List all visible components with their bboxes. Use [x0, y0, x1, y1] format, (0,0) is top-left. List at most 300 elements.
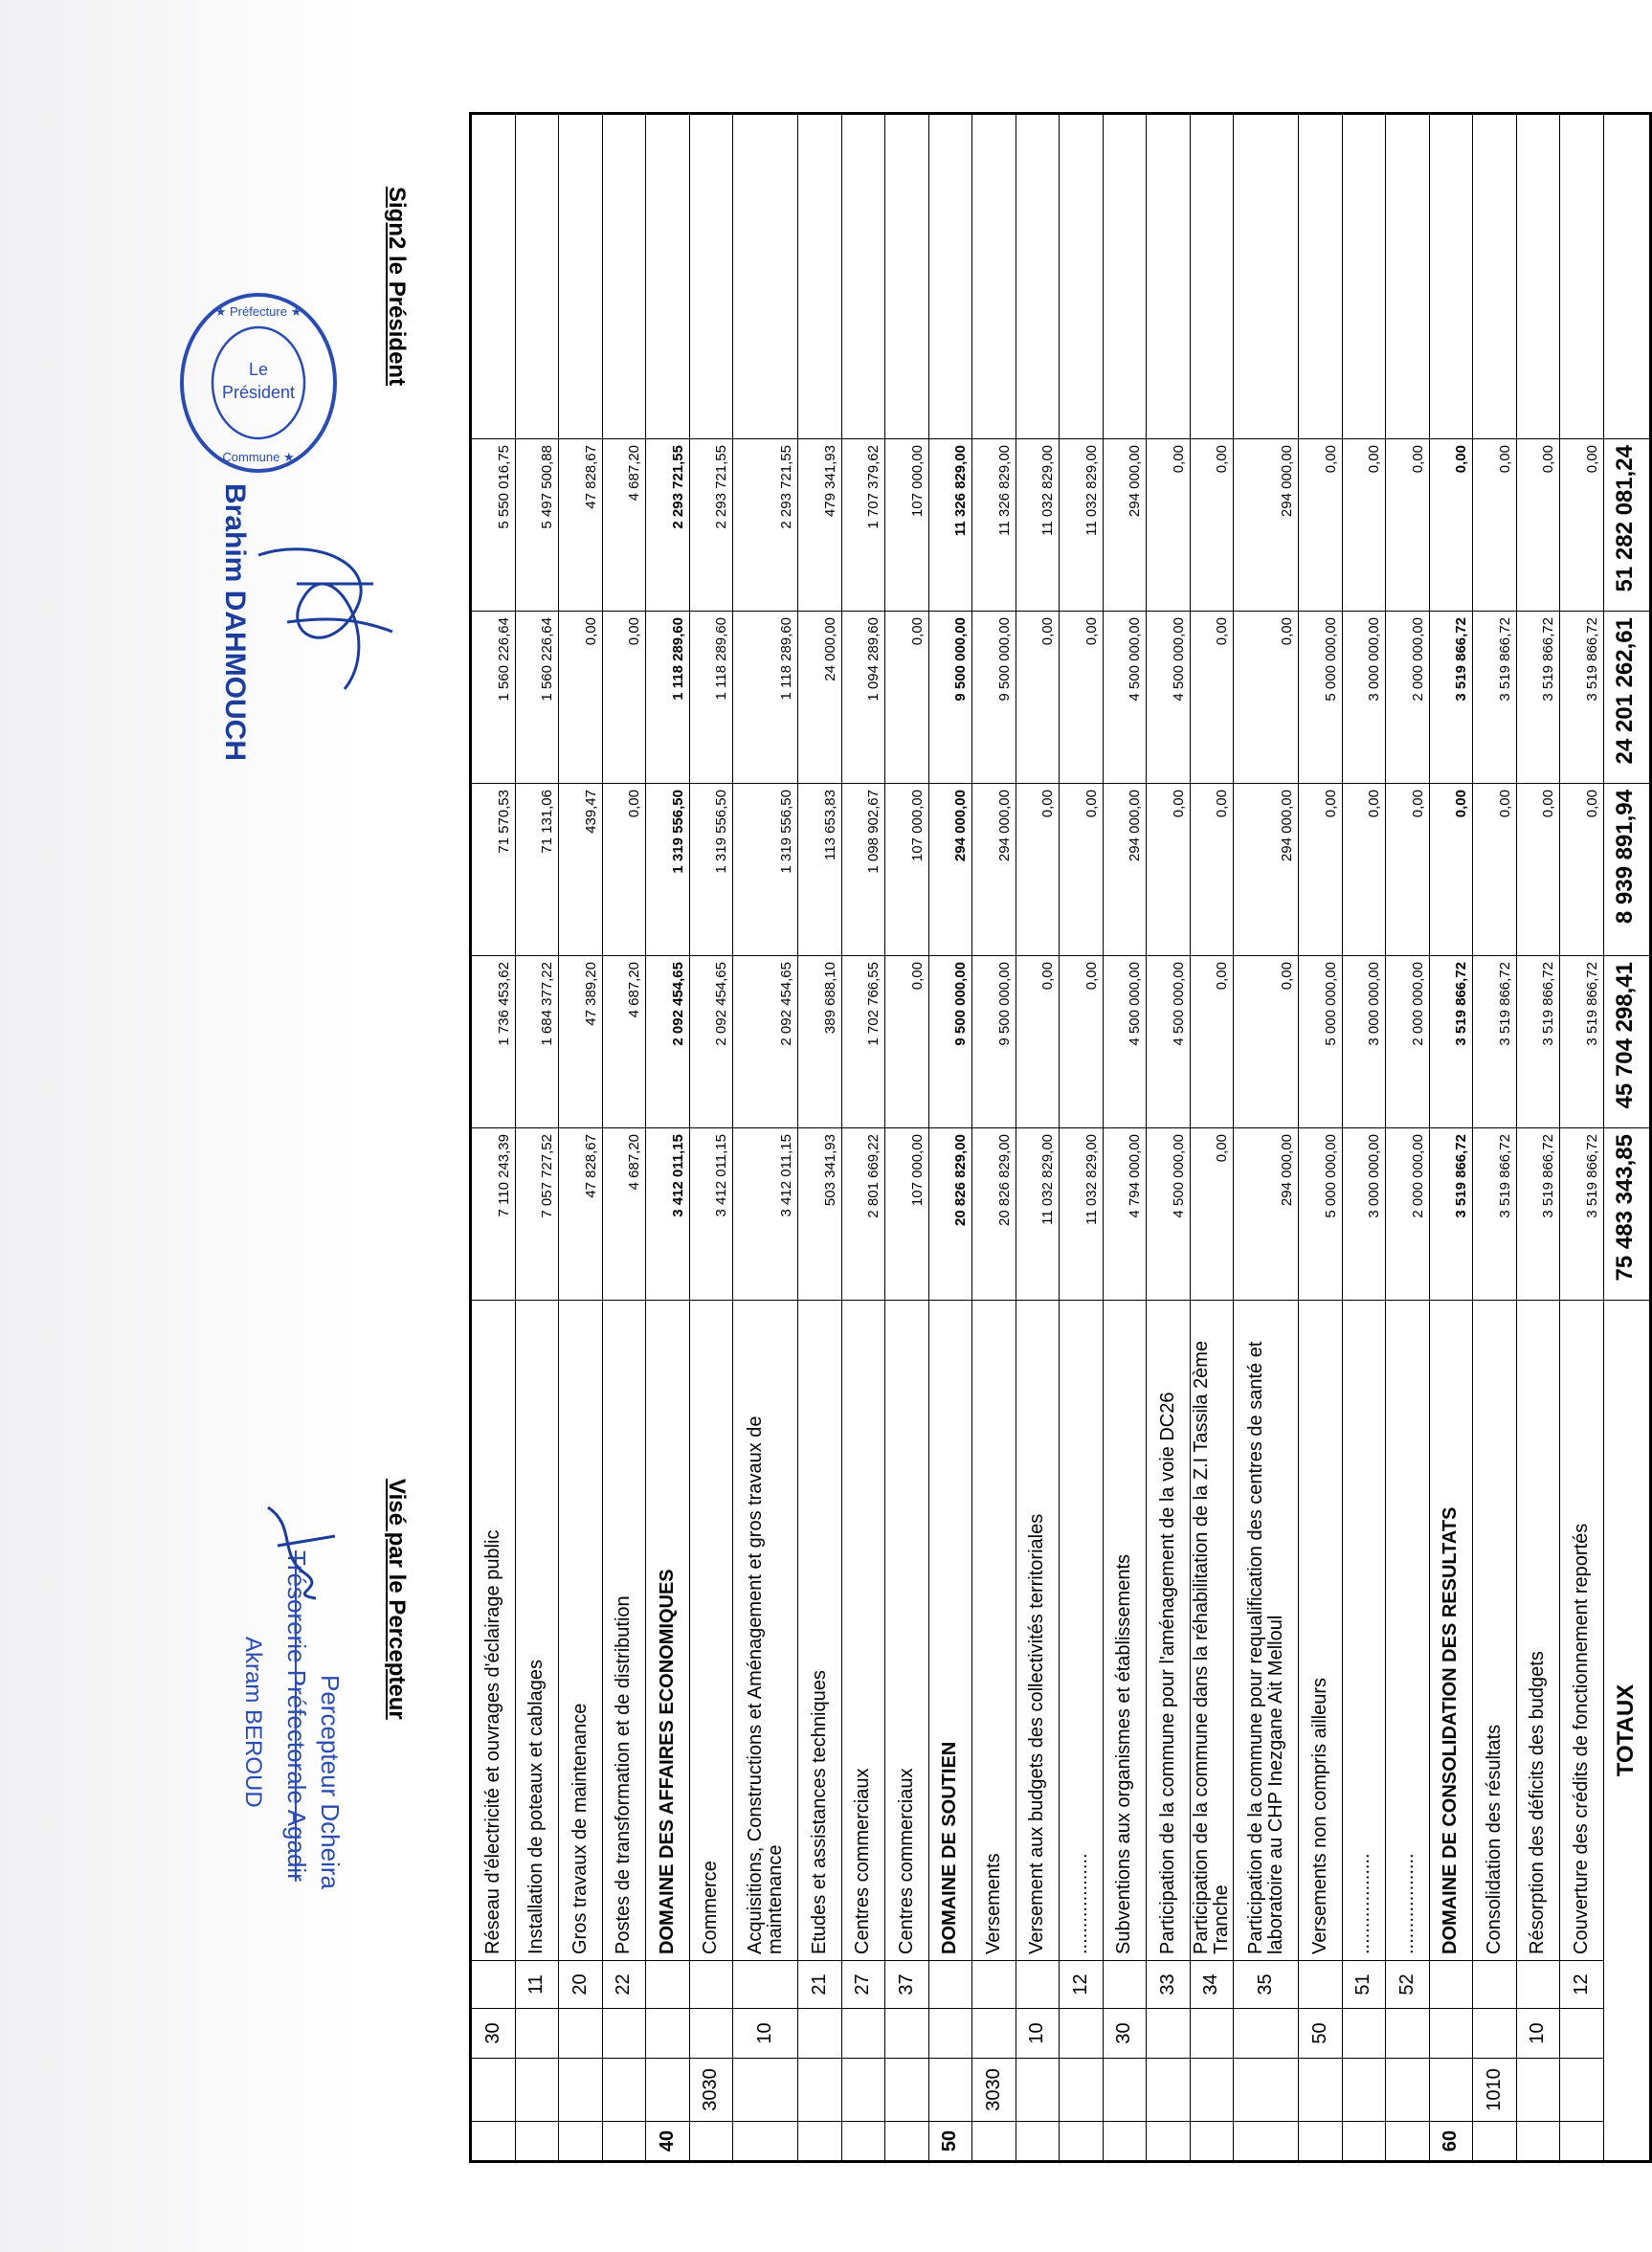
value-col4: 0,00 — [1060, 612, 1104, 784]
value-col2: 389 688,10 — [798, 956, 842, 1128]
code-level2 — [515, 2059, 559, 2122]
code-level2 — [1299, 2059, 1343, 2122]
value-col1: 107 000,00 — [885, 1128, 929, 1301]
code-level4: 12 — [1560, 1961, 1604, 2009]
value-col3: 71 570,53 — [471, 784, 516, 956]
value-col2: 9 500 000,00 — [928, 956, 972, 1128]
value-col4: 9 500 000,00 — [928, 612, 972, 784]
value-col3: 71 131,06 — [515, 784, 559, 956]
code-level2 — [1560, 2059, 1604, 2122]
percepteur-name: Akram BEROUD — [240, 1637, 266, 1808]
empty-cell — [885, 114, 929, 439]
svg-text:Commune ★: Commune ★ — [222, 450, 295, 464]
code-level3: 10 — [1516, 2009, 1560, 2059]
value-col2: 3 519 866,72 — [1560, 956, 1604, 1128]
code-level3 — [1473, 2009, 1517, 2059]
value-col1: 3 519 866,72 — [1473, 1128, 1517, 1301]
president-stamp — [172, 287, 345, 479]
row-label: Consolidation des résultats — [1473, 1301, 1517, 1961]
code-level4 — [972, 1961, 1016, 2009]
empty-cell — [1147, 114, 1191, 439]
code-level3 — [1429, 2009, 1473, 2059]
value-col3: 294 000,00 — [928, 784, 972, 956]
value-col2: 2 092 454,65 — [733, 956, 798, 1128]
value-col2: 0,00 — [1060, 956, 1104, 1128]
empty-cell — [471, 114, 516, 439]
code-level4: 35 — [1234, 1961, 1299, 2009]
value-col5: 11 326 829,00 — [972, 439, 1016, 612]
code-level1 — [1103, 2122, 1147, 2162]
value-col1: 20 826 829,00 — [928, 1128, 972, 1301]
value-col5: 47 828,67 — [559, 439, 603, 612]
value-col4: 3 519 866,72 — [1516, 612, 1560, 784]
totals-v3: 8 939 891,94 — [1603, 784, 1650, 956]
code-level3: 10 — [733, 2009, 798, 2059]
value-col3: 0,00 — [602, 784, 646, 956]
value-col1: 503 341,93 — [798, 1128, 842, 1301]
value-col3: 1 319 556,50 — [689, 784, 733, 956]
totals-v2: 45 704 298,41 — [1603, 956, 1650, 1128]
value-col5: 0,00 — [1342, 439, 1386, 612]
value-col2: 4 500 000,00 — [1103, 956, 1147, 1128]
value-col5: 4 687,20 — [602, 439, 646, 612]
code-level2 — [1103, 2059, 1147, 2122]
value-col4: 5 000 000,00 — [1299, 612, 1343, 784]
value-col3: 0,00 — [1386, 784, 1430, 956]
code-level3 — [515, 2009, 559, 2059]
code-level4 — [1016, 1961, 1060, 2009]
percepteur-sign-title: Visé par le Percepteur — [384, 1479, 410, 1720]
value-col5: 11 326 829,00 — [928, 439, 972, 612]
value-col4: 1 560 226,64 — [515, 612, 559, 784]
code-level4: 22 — [602, 1961, 646, 2009]
code-level1 — [1516, 2122, 1560, 2162]
code-level3 — [689, 2009, 733, 2059]
code-level1 — [602, 2122, 646, 2162]
value-col5: 5 550 016,75 — [471, 439, 516, 612]
value-col1: 3 519 866,72 — [1516, 1128, 1560, 1301]
code-level2 — [733, 2059, 798, 2122]
code-level2 — [1234, 2059, 1299, 2122]
value-col1: 2 801 669,22 — [841, 1128, 885, 1301]
president-name: Brahim DAHMOUCH — [219, 483, 251, 762]
percepteur-line1: Percepteur Dcheira — [316, 1675, 345, 1889]
value-col2: 2 092 454,65 — [689, 956, 733, 1128]
table-row — [471, 114, 516, 2162]
value-col5: 294 000,00 — [1103, 439, 1147, 612]
code-level3 — [1342, 2009, 1386, 2059]
table-row — [798, 114, 842, 2162]
code-level4 — [1473, 1961, 1517, 2009]
value-col1: 4 500 000,00 — [1147, 1128, 1191, 1301]
code-level3 — [798, 2009, 842, 2059]
rotated-budget-table — [469, 134, 1639, 2163]
value-col4: 3 519 866,72 — [1473, 612, 1517, 784]
row-label: Versement aux budgets des collectivités territoriales — [1016, 1301, 1060, 1961]
value-col5: 107 000,00 — [885, 439, 929, 612]
value-col2: 2 000 000,00 — [1386, 956, 1430, 1128]
value-col3: 0,00 — [1060, 784, 1104, 956]
value-col2: 3 519 866,72 — [1473, 956, 1517, 1128]
table-row — [1386, 114, 1430, 2162]
code-level2: 1010 — [1473, 2059, 1517, 2122]
table-row — [1016, 114, 1060, 2162]
row-label: Résorption des déficits des budgets — [1516, 1301, 1560, 1961]
empty-cell — [1234, 114, 1299, 439]
value-col5: 0,00 — [1560, 439, 1604, 612]
empty-cell — [1060, 114, 1104, 439]
row-label: Subventions aux organismes et établissements — [1103, 1301, 1147, 1961]
code-level3 — [928, 2009, 972, 2059]
code-level2 — [1516, 2059, 1560, 2122]
value-col2: 0,00 — [1016, 956, 1060, 1128]
value-col2: 0,00 — [1234, 956, 1299, 1128]
empty-cell — [646, 114, 690, 439]
code-level1 — [1147, 2122, 1191, 2162]
table-row — [972, 114, 1016, 2162]
table-row — [885, 114, 929, 2162]
code-level4: 52 — [1386, 1961, 1430, 2009]
value-col4: 1 118 289,60 — [646, 612, 690, 784]
value-col4: 4 500 000,00 — [1147, 612, 1191, 784]
code-level3 — [1234, 2009, 1299, 2059]
value-col5: 11 032 829,00 — [1060, 439, 1104, 612]
table-row — [689, 114, 733, 2162]
code-level1 — [798, 2122, 842, 2162]
row-label: Participation de la commune pour l'aménagement de la voie DC26 — [1147, 1301, 1191, 1961]
table-row — [1429, 114, 1473, 2162]
code-level3 — [972, 2009, 1016, 2059]
code-level4 — [928, 1961, 972, 2009]
row-label: DOMAINE DE CONSOLIDATION DES RESULTATS — [1429, 1301, 1473, 1961]
code-level1 — [1190, 2122, 1234, 2162]
value-col4: 0,00 — [1234, 612, 1299, 784]
code-level2 — [602, 2059, 646, 2122]
table-row — [1147, 114, 1191, 2162]
value-col1: 7 110 243,39 — [471, 1128, 516, 1301]
value-col3: 0,00 — [1299, 784, 1343, 956]
value-col3: 1 319 556,50 — [646, 784, 690, 956]
value-col3: 0,00 — [1147, 784, 1191, 956]
row-label: ................... — [1060, 1301, 1104, 1961]
value-col3: 0,00 — [1429, 784, 1473, 956]
code-level4: 21 — [798, 1961, 842, 2009]
row-label: Acquisitions, Constructions et Aménagement et gros travaux de maintenance — [733, 1301, 798, 1961]
code-level2 — [1060, 2059, 1104, 2122]
value-col3: 1 098 902,67 — [841, 784, 885, 956]
row-label: Versements non compris ailleurs — [1299, 1301, 1343, 1961]
value-col1: 3 412 011,15 — [733, 1128, 798, 1301]
value-col5: 294 000,00 — [1234, 439, 1299, 612]
code-level1 — [841, 2122, 885, 2162]
code-level2: 3030 — [689, 2059, 733, 2122]
row-label: Versements — [972, 1301, 1016, 1961]
code-level1: 40 — [646, 2122, 690, 2162]
code-level1 — [1060, 2122, 1104, 2162]
value-col5: 0,00 — [1386, 439, 1430, 612]
table-row — [1473, 114, 1517, 2162]
value-col4: 3 519 866,72 — [1429, 612, 1473, 784]
value-col1: 5 000 000,00 — [1299, 1128, 1343, 1301]
value-col1: 3 412 011,15 — [646, 1128, 690, 1301]
code-level3: 30 — [471, 2009, 516, 2059]
row-label: Couverture des crédits de fonctionnement reportés — [1560, 1301, 1604, 1961]
code-level1 — [1473, 2122, 1517, 2162]
table-row — [1190, 114, 1234, 2162]
code-level1 — [1234, 2122, 1299, 2162]
code-level4 — [1516, 1961, 1560, 2009]
empty-cell — [1190, 114, 1234, 439]
value-col1: 3 519 866,72 — [1429, 1128, 1473, 1301]
row-label: Etudes et assistances techniques — [798, 1301, 842, 1961]
value-col1: 0,00 — [1190, 1128, 1234, 1301]
code-level2 — [885, 2059, 929, 2122]
value-col3: 439,47 — [559, 784, 603, 956]
value-col1: 11 032 829,00 — [1016, 1128, 1060, 1301]
code-level4 — [1103, 1961, 1147, 2009]
empty-cell — [1603, 114, 1650, 439]
code-level4 — [689, 1961, 733, 2009]
table-row — [515, 114, 559, 2162]
row-label: Participation de la commune dans la réhabilitation de la Z.I Tassila 2ème Tranche — [1190, 1301, 1234, 1961]
code-level3 — [1147, 2009, 1191, 2059]
value-col2: 1 736 453,62 — [471, 956, 516, 1128]
code-level4 — [1299, 1961, 1343, 2009]
empty-cell — [1103, 114, 1147, 439]
table-row — [559, 114, 603, 2162]
value-col1: 7 057 727,52 — [515, 1128, 559, 1301]
empty-cell — [841, 114, 885, 439]
code-level2 — [928, 2059, 972, 2122]
value-col5: 2 293 721,55 — [646, 439, 690, 612]
code-level1 — [471, 2122, 516, 2162]
table-row — [1234, 114, 1299, 2162]
value-col4: 9 500 000,00 — [972, 612, 1016, 784]
totals-row — [1603, 114, 1650, 2162]
value-col5: 0,00 — [1429, 439, 1473, 612]
table-row — [1060, 114, 1104, 2162]
code-level2 — [559, 2059, 603, 2122]
value-col5: 0,00 — [1147, 439, 1191, 612]
row-label: DOMAINE DE SOUTIEN — [928, 1301, 972, 1961]
value-col2: 1 702 766,55 — [841, 956, 885, 1128]
value-col2: 4 687,20 — [602, 956, 646, 1128]
code-level1 — [1560, 2122, 1604, 2162]
table-row — [602, 114, 646, 2162]
code-level3 — [1560, 2009, 1604, 2059]
president-sign-title: Sign2 le Président — [384, 187, 410, 387]
value-col2: 2 092 454,65 — [646, 956, 690, 1128]
value-col2: 0,00 — [1190, 956, 1234, 1128]
code-level3 — [885, 2009, 929, 2059]
code-level3: 10 — [1016, 2009, 1060, 2059]
value-col2: 47 389,20 — [559, 956, 603, 1128]
empty-cell — [972, 114, 1016, 439]
row-label: Centres commerciaux — [841, 1301, 885, 1961]
code-level4: 37 — [885, 1961, 929, 2009]
empty-cell — [559, 114, 603, 439]
table-row — [841, 114, 885, 2162]
row-label: ................... — [1342, 1301, 1386, 1961]
totals-label: TOTAUX — [1603, 1301, 1650, 2162]
code-level3 — [1386, 2009, 1430, 2059]
table-row — [646, 114, 690, 2162]
value-col3: 294 000,00 — [1103, 784, 1147, 956]
totals-v1: 75 483 343,85 — [1603, 1128, 1650, 1301]
value-col4: 24 000,00 — [798, 612, 842, 784]
value-col4: 1 094 289,60 — [841, 612, 885, 784]
budget-table — [469, 112, 1652, 2163]
value-col5: 2 293 721,55 — [689, 439, 733, 612]
value-col1: 4 794 000,00 — [1103, 1128, 1147, 1301]
value-col4: 1 118 289,60 — [689, 612, 733, 784]
code-level3 — [602, 2009, 646, 2059]
value-col4: 0,00 — [1016, 612, 1060, 784]
value-col5: 5 497 500,88 — [515, 439, 559, 612]
code-level3: 30 — [1103, 2009, 1147, 2059]
empty-cell — [689, 114, 733, 439]
value-col2: 1 684 377,22 — [515, 956, 559, 1128]
code-level3 — [841, 2009, 885, 2059]
code-level1 — [733, 2122, 798, 2162]
empty-cell — [515, 114, 559, 439]
code-level2 — [646, 2059, 690, 2122]
code-level1 — [1342, 2122, 1386, 2162]
code-level1 — [1386, 2122, 1430, 2162]
code-level2 — [1342, 2059, 1386, 2122]
code-level2 — [1429, 2059, 1473, 2122]
code-level4: 27 — [841, 1961, 885, 2009]
value-col2: 3 519 866,72 — [1429, 956, 1473, 1128]
code-level4 — [1429, 1961, 1473, 2009]
empty-cell — [733, 114, 798, 439]
code-level3 — [1190, 2009, 1234, 2059]
svg-text:★ Préfecture ★: ★ Préfecture ★ — [214, 304, 302, 319]
value-col3: 0,00 — [1473, 784, 1517, 956]
value-col4: 0,00 — [885, 612, 929, 784]
code-level2 — [1190, 2059, 1234, 2122]
value-col3: 0,00 — [1560, 784, 1604, 956]
code-level1 — [559, 2122, 603, 2162]
value-col3: 1 319 556,50 — [733, 784, 798, 956]
value-col4: 1 560 226,64 — [471, 612, 516, 784]
code-level4: 51 — [1342, 1961, 1386, 2009]
value-col1: 3 412 011,15 — [689, 1128, 733, 1301]
table-row — [733, 114, 798, 2162]
table-row — [1560, 114, 1604, 2162]
value-col1: 47 828,67 — [559, 1128, 603, 1301]
code-level2 — [1386, 2059, 1430, 2122]
totals-v5: 51 282 081,24 — [1603, 439, 1650, 612]
value-col5: 0,00 — [1299, 439, 1343, 612]
table-row — [1342, 114, 1386, 2162]
value-col3: 107 000,00 — [885, 784, 929, 956]
value-col4: 3 000 000,00 — [1342, 612, 1386, 784]
table-row — [1299, 114, 1343, 2162]
value-col5: 0,00 — [1190, 439, 1234, 612]
value-col1: 11 032 829,00 — [1060, 1128, 1104, 1301]
value-col2: 9 500 000,00 — [972, 956, 1016, 1128]
code-level4 — [646, 1961, 690, 2009]
row-label: Installation de poteaux et cablages — [515, 1301, 559, 1961]
value-col3: 0,00 — [1516, 784, 1560, 956]
value-col3: 0,00 — [1190, 784, 1234, 956]
code-level4: 11 — [515, 1961, 559, 2009]
code-level1 — [689, 2122, 733, 2162]
empty-cell — [1473, 114, 1517, 439]
code-level4: 33 — [1147, 1961, 1191, 2009]
value-col5: 2 293 721,55 — [733, 439, 798, 612]
percepteur-line2: Trésorerie Préfectorale Agadir — [282, 1550, 311, 1882]
code-level1 — [1016, 2122, 1060, 2162]
value-col1: 294 000,00 — [1234, 1128, 1299, 1301]
empty-cell — [1386, 114, 1430, 439]
code-level4 — [471, 1961, 516, 2009]
code-level1: 50 — [928, 2122, 972, 2162]
code-level3 — [559, 2009, 603, 2059]
code-level1 — [972, 2122, 1016, 2162]
percepteur-signature-scribble — [258, 1498, 345, 1603]
code-level1 — [885, 2122, 929, 2162]
value-col3: 0,00 — [1342, 784, 1386, 956]
empty-cell — [1342, 114, 1386, 439]
value-col4: 0,00 — [602, 612, 646, 784]
value-col2: 4 500 000,00 — [1147, 956, 1191, 1128]
value-col2: 0,00 — [885, 956, 929, 1128]
table-body — [471, 114, 1651, 2162]
code-level2 — [798, 2059, 842, 2122]
code-level3 — [646, 2009, 690, 2059]
empty-cell — [1016, 114, 1060, 439]
code-level1 — [515, 2122, 559, 2162]
code-level2 — [1016, 2059, 1060, 2122]
empty-cell — [1516, 114, 1560, 439]
value-col3: 294 000,00 — [972, 784, 1016, 956]
value-col3: 294 000,00 — [1234, 784, 1299, 956]
svg-text:Président: Président — [221, 383, 296, 402]
code-level1: 60 — [1429, 2122, 1473, 2162]
empty-cell — [1429, 114, 1473, 439]
empty-cell — [602, 114, 646, 439]
totals-v4: 24 201 262,61 — [1603, 612, 1650, 784]
value-col5: 479 341,93 — [798, 439, 842, 612]
code-level1 — [1299, 2122, 1343, 2162]
value-col4: 0,00 — [1190, 612, 1234, 784]
svg-text:Le: Le — [248, 360, 269, 379]
president-signature-scribble — [239, 526, 412, 718]
empty-cell — [1560, 114, 1604, 439]
value-col1: 3 000 000,00 — [1342, 1128, 1386, 1301]
code-level4: 20 — [559, 1961, 603, 2009]
value-col1: 2 000 000,00 — [1386, 1128, 1430, 1301]
value-col3: 0,00 — [1016, 784, 1060, 956]
value-col4: 3 519 866,72 — [1560, 612, 1604, 784]
code-level2: 3030 — [972, 2059, 1016, 2122]
value-col5: 11 032 829,00 — [1016, 439, 1060, 612]
code-level4: 12 — [1060, 1961, 1104, 2009]
value-col5: 1 707 379,62 — [841, 439, 885, 612]
code-level3 — [1060, 2009, 1104, 2059]
row-label: DOMAINE DES AFFAIRES ECONOMIQUES — [646, 1301, 690, 1961]
value-col2: 5 000 000,00 — [1299, 956, 1343, 1128]
value-col4: 2 000 000,00 — [1386, 612, 1430, 784]
table-row — [1516, 114, 1560, 2162]
row-label: Centres commerciaux — [885, 1301, 929, 1961]
row-label: Commerce — [689, 1301, 733, 1961]
row-label: Participation de la commune pour requalification des centres de santé et laboratoire au CHP Inezgane Ait Melloul — [1234, 1301, 1299, 1961]
code-level2 — [1147, 2059, 1191, 2122]
value-col4: 1 118 289,60 — [733, 612, 798, 784]
